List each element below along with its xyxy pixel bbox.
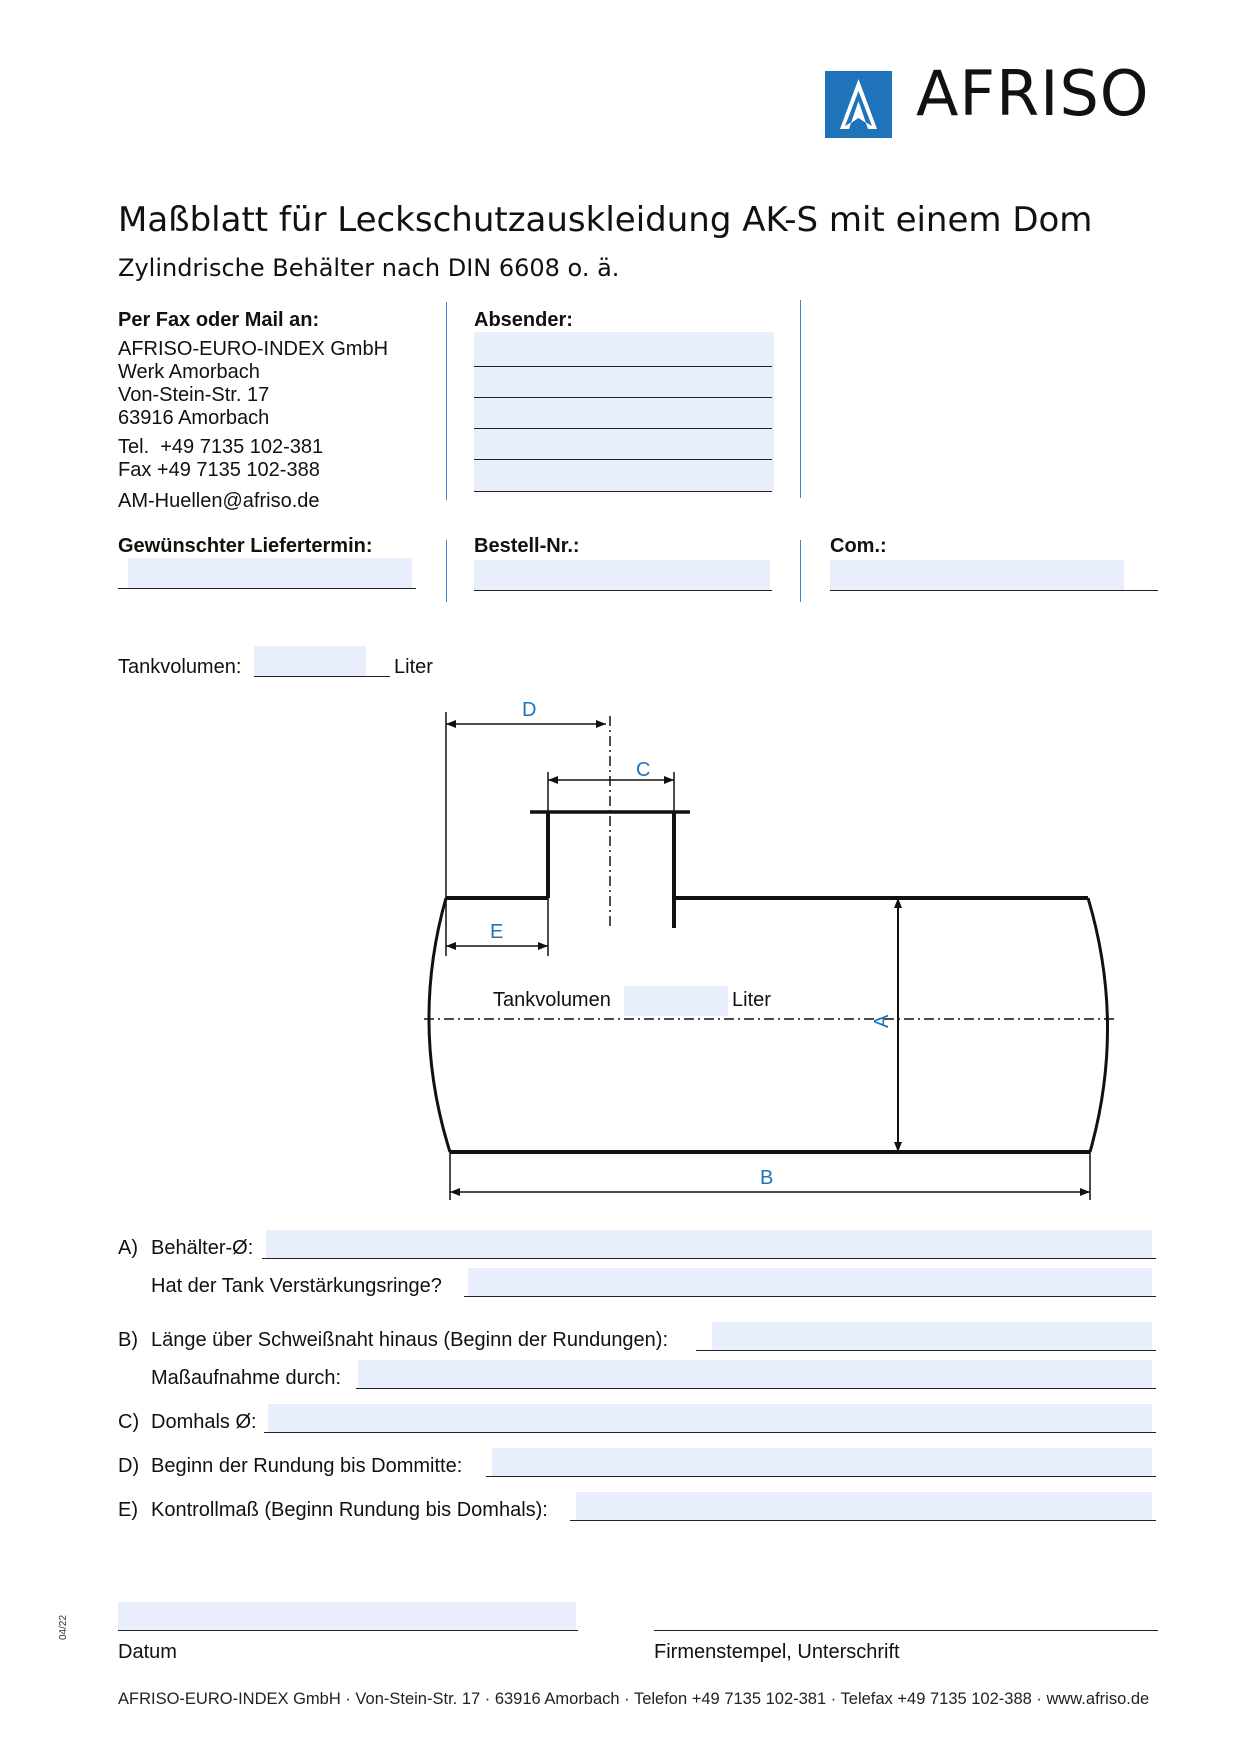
tank-volume-unit: Liter: [394, 656, 433, 678]
recipient-tel: Tel. +49 7135 102-381: [118, 436, 324, 458]
length-line: [696, 1350, 1156, 1351]
dim-label-e: E: [490, 921, 504, 943]
order-no-label: Bestell-Nr.:: [474, 535, 580, 557]
stamp-signature-label: Firmenstempel, Unterschrift: [654, 1641, 900, 1663]
question-e-text: Kontrollmaß (Beginn Rundung bis Domhals):: [151, 1499, 548, 1521]
dome-neck-line: [264, 1432, 1156, 1433]
measured-by-line: [356, 1388, 1156, 1389]
dim-label-b: B: [760, 1167, 774, 1189]
version-marker: 04/22: [58, 1614, 69, 1640]
length-field[interactable]: [712, 1322, 1152, 1350]
question-rings-text: Hat der Tank Verstärkungsringe?: [151, 1275, 442, 1297]
dim-label-c: C: [636, 759, 651, 781]
control-dimension-field[interactable]: [576, 1492, 1152, 1520]
question-letter: B): [118, 1329, 138, 1351]
question-d-text: Beginn der Rundung bis Dommitte:: [151, 1455, 463, 1477]
date-field[interactable]: [118, 1602, 576, 1630]
dim-label-d: D: [522, 699, 537, 721]
question-letter: E): [118, 1499, 138, 1521]
question-letter: C): [118, 1411, 140, 1433]
question-b-text: Länge über Schweißnaht hinaus (Beginn der Rundungen):: [151, 1329, 669, 1351]
question-measured-by-text: Maßaufnahme durch:: [151, 1367, 342, 1389]
page-subtitle: Zylindrische Behälter nach DIN 6608 o. ä.: [118, 254, 620, 282]
recipient-street: Von-Stein-Str. 17: [118, 384, 270, 406]
control-dimension-line: [570, 1520, 1156, 1521]
signature-line: [654, 1630, 1158, 1631]
rounding-to-dome-field[interactable]: [492, 1448, 1152, 1476]
date-label: Datum: [118, 1641, 177, 1663]
delivery-date-label: Gewünschter Liefertermin:: [118, 535, 373, 557]
date-line: [118, 1630, 578, 1631]
recipient-company: AFRISO-EURO-INDEX GmbH: [118, 338, 389, 360]
page-title: Maßblatt für Leckschutzauskleidung AK-S mit einem Dom: [118, 200, 1093, 240]
dome-neck-field[interactable]: [268, 1404, 1152, 1432]
recipient-plant: Werk Amorbach: [118, 361, 260, 383]
dim-label-a: A: [871, 1014, 893, 1028]
measured-by-field[interactable]: [358, 1360, 1152, 1388]
footer-address: AFRISO-EURO-INDEX GmbH · Von-Stein-Str. 17 · 63916 Amorbach · Telefon +49 7135 102-381 · Telefax +49 7135 102-388 · www.afriso.de: [118, 1690, 1150, 1708]
reinforcement-rings-line: [464, 1296, 1156, 1297]
tank-volume-label: Tankvolumen:: [118, 656, 242, 678]
question-letter: A): [118, 1237, 138, 1259]
brand-name: AFRISO: [916, 57, 1150, 130]
diagram-volume-unit: Liter: [732, 989, 771, 1011]
reinforcement-rings-field[interactable]: [468, 1268, 1152, 1296]
com-label: Com.:: [830, 535, 887, 557]
vessel-diameter-line: [262, 1258, 1156, 1259]
recipient-email[interactable]: AM-Huellen@afriso.de: [118, 490, 320, 512]
vessel-diameter-field[interactable]: [266, 1230, 1152, 1258]
sender-heading: Absender:: [474, 309, 573, 331]
diagram-volume-label: Tankvolumen: [493, 989, 611, 1011]
recipient-city: 63916 Amorbach: [118, 407, 270, 429]
rounding-to-dome-line: [486, 1476, 1156, 1477]
diagram-volume-field[interactable]: [624, 986, 728, 1016]
question-c-text: Domhals Ø:: [151, 1411, 257, 1433]
question-letter: D): [118, 1455, 140, 1477]
recipient-heading: Per Fax oder Mail an:: [118, 309, 320, 331]
recipient-fax: Fax +49 7135 102-388: [118, 459, 320, 481]
question-a-text: Behälter-Ø:: [151, 1237, 254, 1259]
